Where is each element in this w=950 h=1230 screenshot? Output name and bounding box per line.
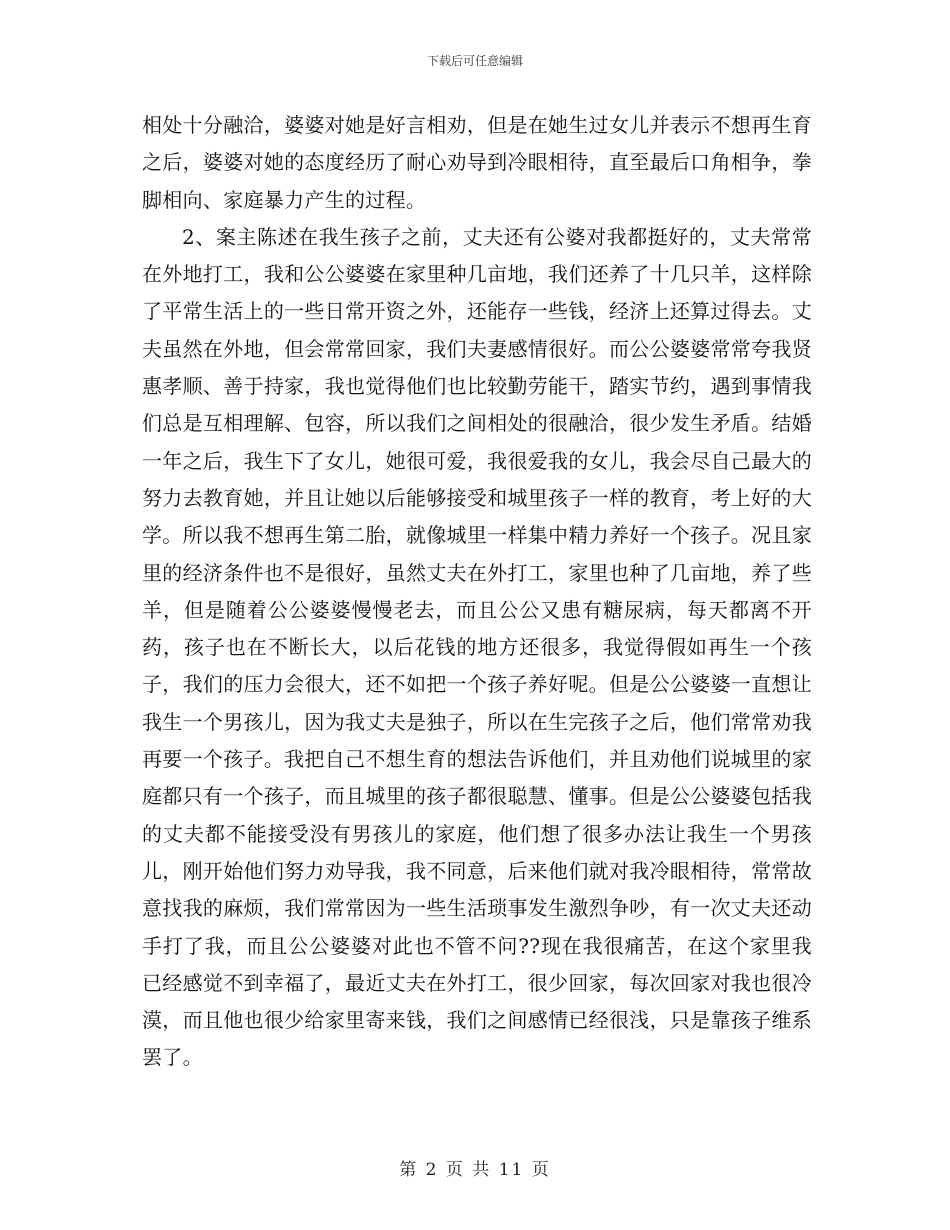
- document-body: [142, 107, 812, 1077]
- page-header: 下载后可任意编辑: [426, 54, 523, 68]
- paragraph-continuation: 相处十分融洽，婆婆对她是好言相劝，但是在她生过女儿并表示不想再生育之后，婆婆对她的态度经历了耐心劝导到冷眼相待，直至最后口角相争，拳脚相向、家庭暴力产生的过程。: [142, 113, 812, 212]
- page-number-footer: 第 2 页 共 11 页: [399, 1160, 551, 1180]
- paragraph-case-statement: 2、案主陈述在我生孩子之前，丈夫还有公婆对我都挺好的，丈夫常常在外地打工，我和公公婆婆在家里种几亩地，我们还养了十几只羊，这样除了平常生活上的一些日常开资之外，还能存一些钱，经济上还算过得去。丈夫虽然在外地，但会常常回家，我们夫妻感情很好。而公公婆婆常常夸我贤惠孝顺、善于持家，我也觉得他们也比较勤劳能干，踏实节约，遇到事情我们总是互相理解、包容，所以我们之间相处的很融洽，很少发生矛盾。结婚一年之后，我生下了女儿，她很可爱，我很爱我的女儿，我会尽自己最大的努力去教育她，并且让她以后能够接受和城里孩子一样的教育，考上好的大学。所以我不想再生第二胎，就像城里一样集中精力养好一个孩子。况且家里的经济条件也不是很好，虽然丈夫在外打工，家里也种了几亩地，养了些羊，但是随着公公婆婆慢慢老去，而且公公又患有糖尿病，每天都离不开药，孩子也在不断长大，以后花钱的地方还很多，我觉得假如再生一个孩子，我们的压力会很大，还不如把一个孩子养好呢。但是公公婆婆一直想让我生一个男孩儿，因为我丈夫是独子，所以在生完孩子之后，他们常常劝我再要一个孩子。我把自己不想生育的想法告诉他们，并且劝他们说城里的家庭都只有一个孩子，而且城里的孩子都很聪慧、懂事。但是公公婆婆包括我的丈夫都不能接受没有男孩儿的家庭，他们想了很多办法让我生一个男孩儿，刚开始他们努力劝导我，我不同意，后来他们就对我冷眼相待，常常故意找我的麻烦，我们常常因为一些生活琐事发生激烈争吵，有一次丈夫还动手打了我，而且公公婆婆对此也不管不问??现在我很痛苦，在这个家里我已经感觉不到幸福了，最近丈夫在外打工，很少回家，每次回家对我也很冷漠，而且他也很少给家里寄来钱，我们之间感情已经很浅，只是靠孩子维系罢了。: [142, 224, 812, 1070]
